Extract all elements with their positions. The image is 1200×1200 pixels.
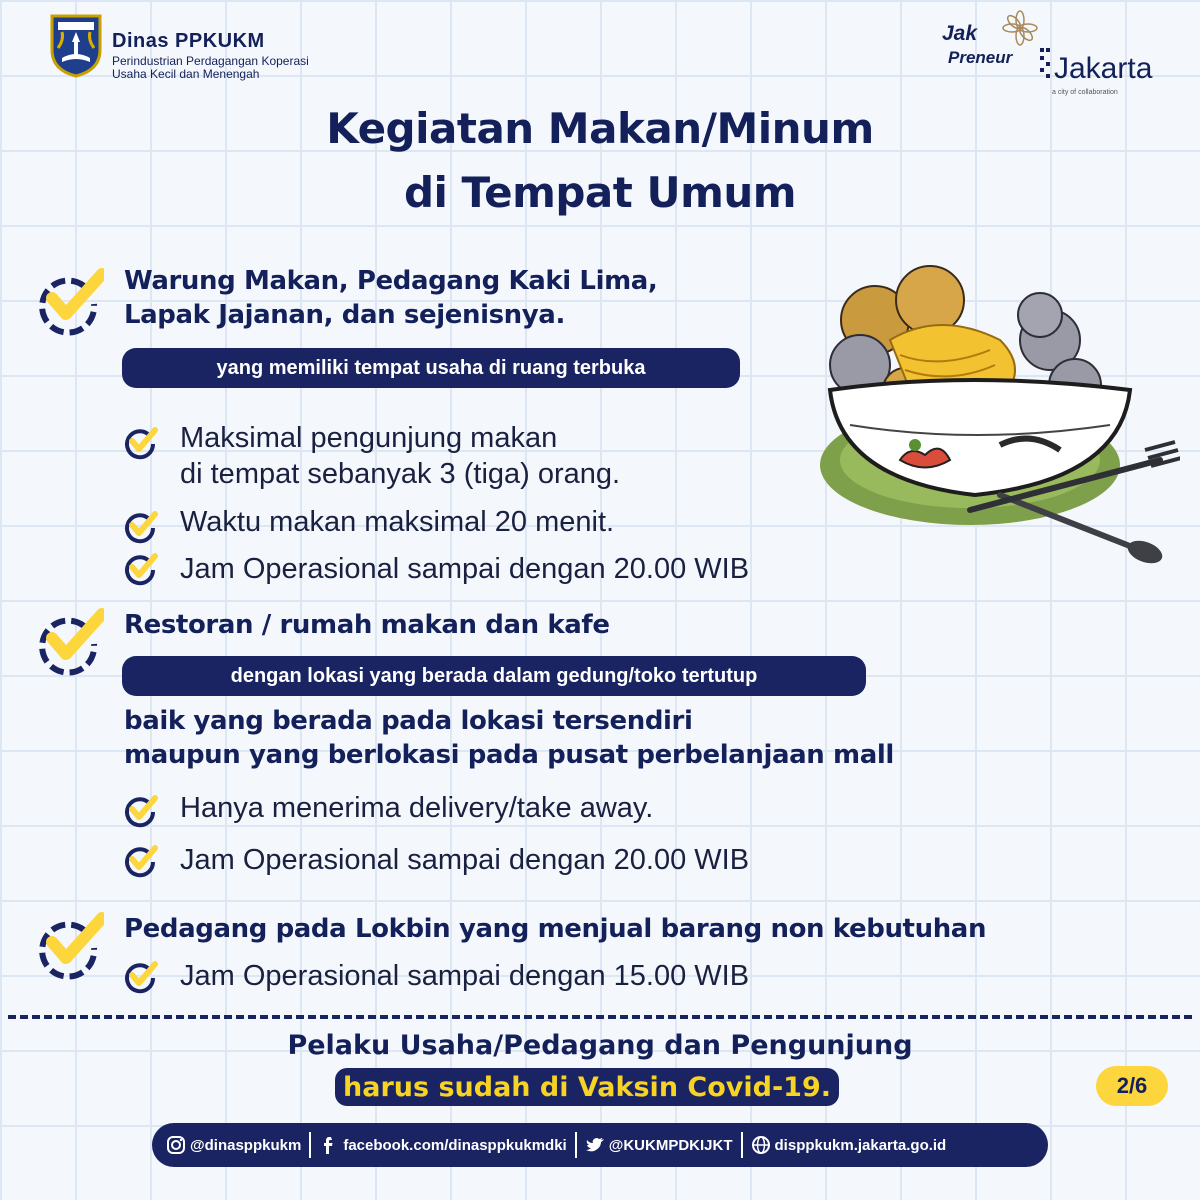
- section2-item1: Hanya menerima delivery/take away.: [180, 792, 654, 824]
- section1-item2: Waktu makan maksimal 20 menit.: [180, 506, 615, 538]
- social-separator: [575, 1132, 577, 1158]
- org-subtitle-line1: Perindustrian Perdagangan Koperasi: [112, 54, 309, 68]
- check-circle-small-icon: [122, 424, 158, 460]
- check-circle-small-icon: [122, 792, 158, 828]
- check-circle-icon: [32, 264, 104, 336]
- section2-subheading-line2: maupun yang berlokasi pada pusat perbelanjaan mall: [124, 740, 894, 770]
- section1-item3: Jam Operasional sampai dengan 20.00 WIB: [180, 553, 750, 585]
- noodle-bowl-illustration: [800, 260, 1180, 580]
- section1-heading: [124, 264, 657, 332]
- check-circle-small-icon: [122, 508, 158, 544]
- facebook-icon: [319, 1135, 339, 1155]
- org-name: Dinas PPKUKM: [112, 30, 265, 52]
- facebook-url: facebook.com/dinasppkukmdki: [343, 1136, 567, 1154]
- page-indicator: 2/6: [1096, 1066, 1168, 1106]
- social-bar: [152, 1123, 1048, 1167]
- page-title-line1: Kegiatan Makan/Minum: [326, 104, 874, 153]
- social-separator: [309, 1132, 311, 1158]
- section1-heading-line2: Lapak Jajanan, dan sejenisnya.: [124, 300, 565, 330]
- section1-item1: [180, 420, 620, 492]
- twitter-icon: [585, 1135, 605, 1155]
- check-circle-icon: [32, 908, 104, 980]
- section1-heading-line1: Warung Makan, Pedagang Kaki Lima,: [124, 266, 658, 296]
- globe-icon: [751, 1135, 771, 1155]
- jakarta-logo-text: Jakarta: [1054, 52, 1153, 85]
- check-circle-small-icon: [122, 550, 158, 586]
- jakpreneur-logo-preneur: Preneur: [948, 48, 1013, 67]
- jakpreneur-flower-icon: [1000, 8, 1040, 48]
- website-url: disppkukm.jakarta.go.id: [774, 1136, 947, 1154]
- check-circle-icon: [32, 604, 104, 676]
- footer-note-line1: Pelaku Usaha/Pedagang dan Pengunjung: [287, 1030, 913, 1061]
- social-website[interactable]: [751, 1135, 947, 1155]
- instagram-handle: @dinasppkukm: [190, 1136, 302, 1154]
- section1-item1-line2: di tempat sebanyak 3 (tiga) orang.: [180, 458, 621, 490]
- jakarta-dots-icon: [1040, 46, 1054, 86]
- twitter-handle: @KUKMPDKIJKT: [608, 1136, 733, 1154]
- social-instagram[interactable]: [166, 1135, 301, 1155]
- page-title-line2: di Tempat Umum: [403, 168, 797, 217]
- org-subtitle-line2: Usaha Kecil dan Menengah: [112, 67, 260, 81]
- section2-subheading: [124, 704, 894, 772]
- section3-item1: Jam Operasional sampai dengan 15.00 WIB: [180, 960, 750, 992]
- section3-heading: Pedagang pada Lokbin yang menjual barang non kebutuhan: [124, 914, 987, 944]
- section2-item2: Jam Operasional sampai dengan 20.00 WIB: [180, 844, 750, 876]
- instagram-icon: [166, 1135, 186, 1155]
- section1-pill: yang memiliki tempat usaha di ruang terbuka: [122, 348, 740, 388]
- jakarta-tagline: a city of collaboration: [1052, 89, 1118, 96]
- section2-subheading-line1: baik yang berada pada lokasi tersendiri: [124, 706, 693, 736]
- jakpreneur-logo-jak: Jak: [942, 22, 978, 45]
- footer-note-line2: harus sudah di Vaksin Covid-19.: [343, 1071, 832, 1103]
- org-subtitle: [112, 55, 309, 81]
- check-circle-small-icon: [122, 958, 158, 994]
- vaksin-highlight: [335, 1068, 839, 1106]
- social-separator: [741, 1132, 743, 1158]
- dashed-divider: [8, 1015, 1192, 1019]
- section1-item1-line1: Maksimal pengunjung makan: [180, 422, 558, 454]
- social-facebook[interactable]: [319, 1135, 566, 1155]
- dki-emblem-icon: [48, 10, 104, 78]
- section2-heading: Restoran / rumah makan dan kafe: [124, 610, 610, 640]
- social-twitter[interactable]: [585, 1135, 733, 1155]
- check-circle-small-icon: [122, 842, 158, 878]
- section2-pill: dengan lokasi yang berada dalam gedung/toko tertutup: [122, 656, 866, 696]
